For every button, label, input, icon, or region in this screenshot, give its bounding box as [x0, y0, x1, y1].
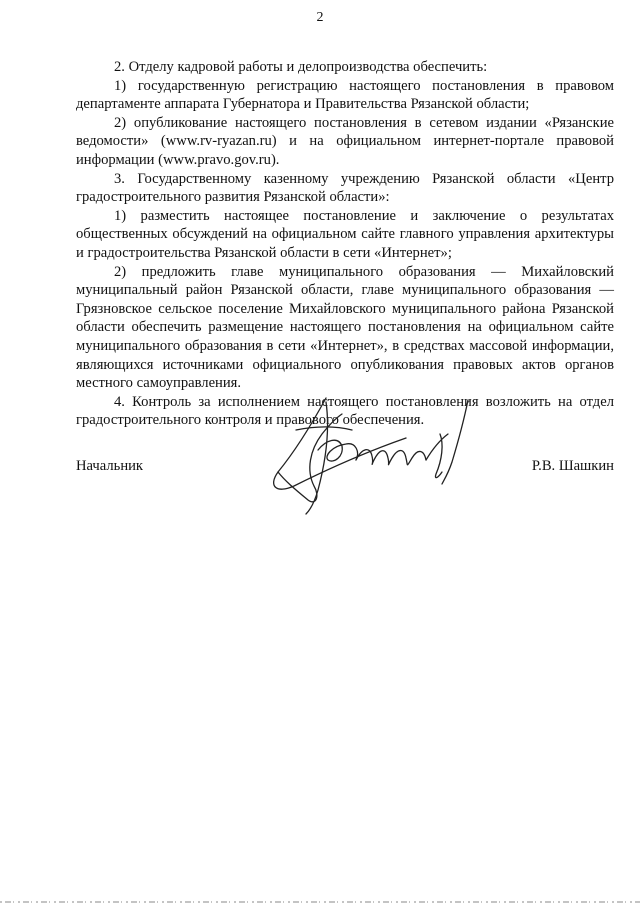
signer-name: Р.В. Шашкин	[531, 458, 614, 474]
paragraph-section-2: 2. Отделу кадровой работы и делопроизводства обеспечить:	[114, 59, 488, 75]
paragraph-section-3-item-1: 1) разместить настоящее постановление и заключение о результатах общественных обсуждений на официальном сайте главного управления архитектуры и градостроительства Рязанской области в сети «Интернет»;	[76, 207, 614, 261]
paragraph-section-3-item-2: 2) предложить главе муниципального образования — Михайловский муниципальный район Рязанской области, главе муниципального образования — Грязновское сельское поселение Михайловского муниципального района Рязанской области обеспечить размещение настоящего постановления на официальном сайте муниципального образования в сети «Интернет», в средствах массовой информации, являющихся источниками официального опубликования правовых актов органов местного самоуправления.	[76, 263, 614, 392]
paragraph-section-2-item-1: 1) государственную регистрацию настоящего постановления в правовом департаменте аппарата Губернатора и Правительства Рязанской области;	[76, 77, 614, 113]
paragraph-section-4: 4. Контроль за исполнением настоящего постановления возложить на отдел градостроительного контроля и правового обеспечения.	[76, 393, 614, 429]
scan-edge-marks	[0, 899, 640, 905]
signature-block	[76, 420, 614, 520]
document-body	[76, 58, 614, 430]
signer-position: Начальник	[76, 458, 144, 474]
paragraph-section-3: 3. Государственному казенному учреждению Рязанской области «Центр градостроительного развития Рязанской области»:	[76, 170, 614, 206]
handwritten-signature	[256, 390, 496, 520]
page-number: 2	[316, 10, 324, 25]
paragraph-section-2-item-2: 2) опубликование настоящего постановления в сетевом издании «Рязанские ведомости» (www.rv-ryazan.ru) и на официальном интернет-портале правовой информации (www.pravo.gov.ru).	[76, 114, 614, 168]
